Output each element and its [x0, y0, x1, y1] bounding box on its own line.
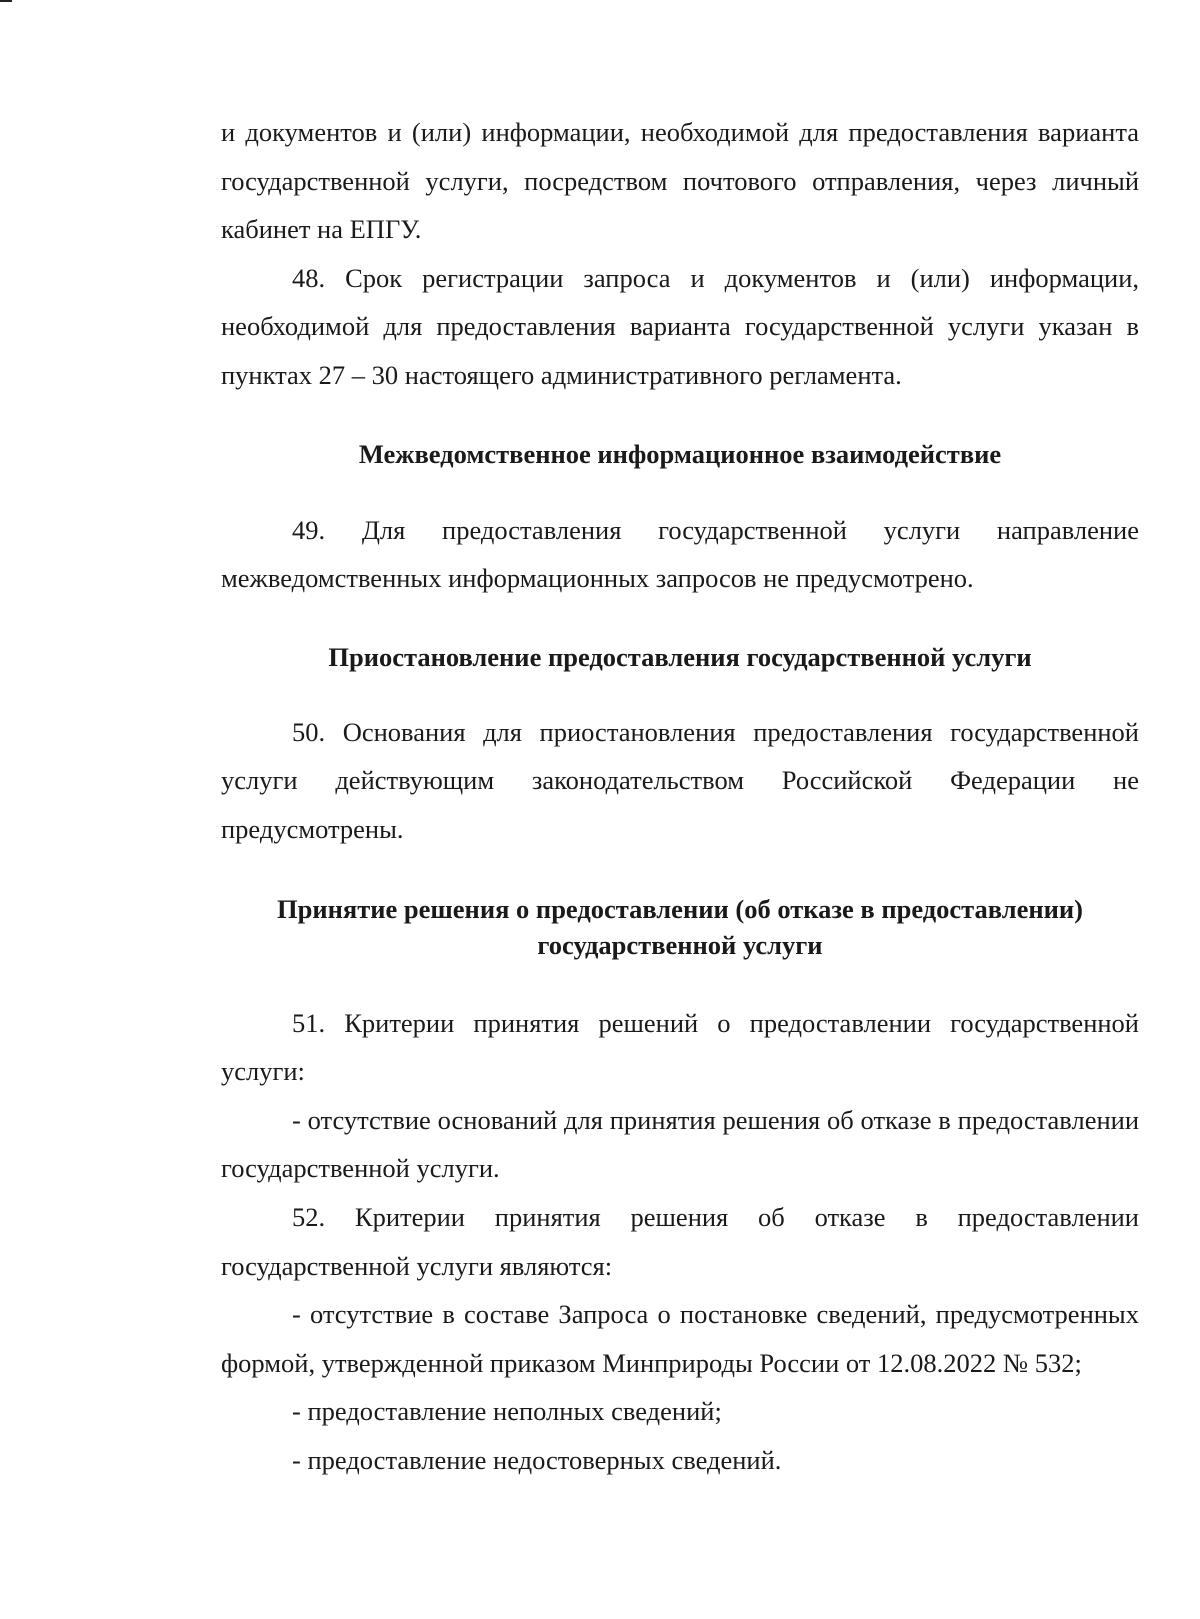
heading-suspension: Приостановление предоставления государственной услуги [328, 641, 1032, 672]
paragraph-51: 51. Критерии принятия решений о предоставлении государственной услуги: [221, 1007, 1139, 1087]
heading-decision-line1: Принятие решения о предоставлении (об отказе в предоставлении) [277, 893, 1083, 924]
paragraph-52: 52. Критерии принятия решения об отказе в предоставлении государственной услуги являются: [221, 1201, 1139, 1281]
document-page [221, 108, 1139, 1484]
paragraph-52-item-3: - предоставление недостоверных сведений. [292, 1444, 782, 1475]
paragraph-50: 50. Основания для приостановления предоставления государственной услуги действующим законодательством Российской Федерации не предусмотрены. [221, 716, 1139, 844]
scan-edge-mark [0, 0, 12, 2]
paragraph-51-item: - отсутствие оснований для принятия решения об отказе в предоставлении государственной услуги. [221, 1104, 1139, 1184]
heading-decision [221, 891, 1139, 963]
paragraph-47-continuation: и документов и (или) информации, необходимой для предоставления варианта государственной услуги, посредством почтового отправления, через личный кабинет на ЕПГУ. [221, 117, 1139, 245]
paragraph-48: 48. Срок регистрации запроса и документов и (или) информации, необходимой для предоставления варианта государственной услуги указан в пунктах 27 – 30 настоящего административного регламента. [221, 262, 1139, 390]
heading-interagency-interaction: Межведомственное информационное взаимодействие [358, 438, 1002, 469]
paragraph-52-item-1: - отсутствие в составе Запроса о постановке сведений, предусмотренных формой, утвержденной приказом Минприроды России от 12.08.2022 № 532; [221, 1299, 1139, 1378]
paragraph-49: 49. Для предоставления государственной услуги направление межведомственных информационных запросов не предусмотрено. [221, 514, 1139, 594]
heading-decision-line2: государственной услуги [537, 929, 823, 960]
paragraph-52-item-2: - предоставление неполных сведений; [292, 1396, 722, 1427]
